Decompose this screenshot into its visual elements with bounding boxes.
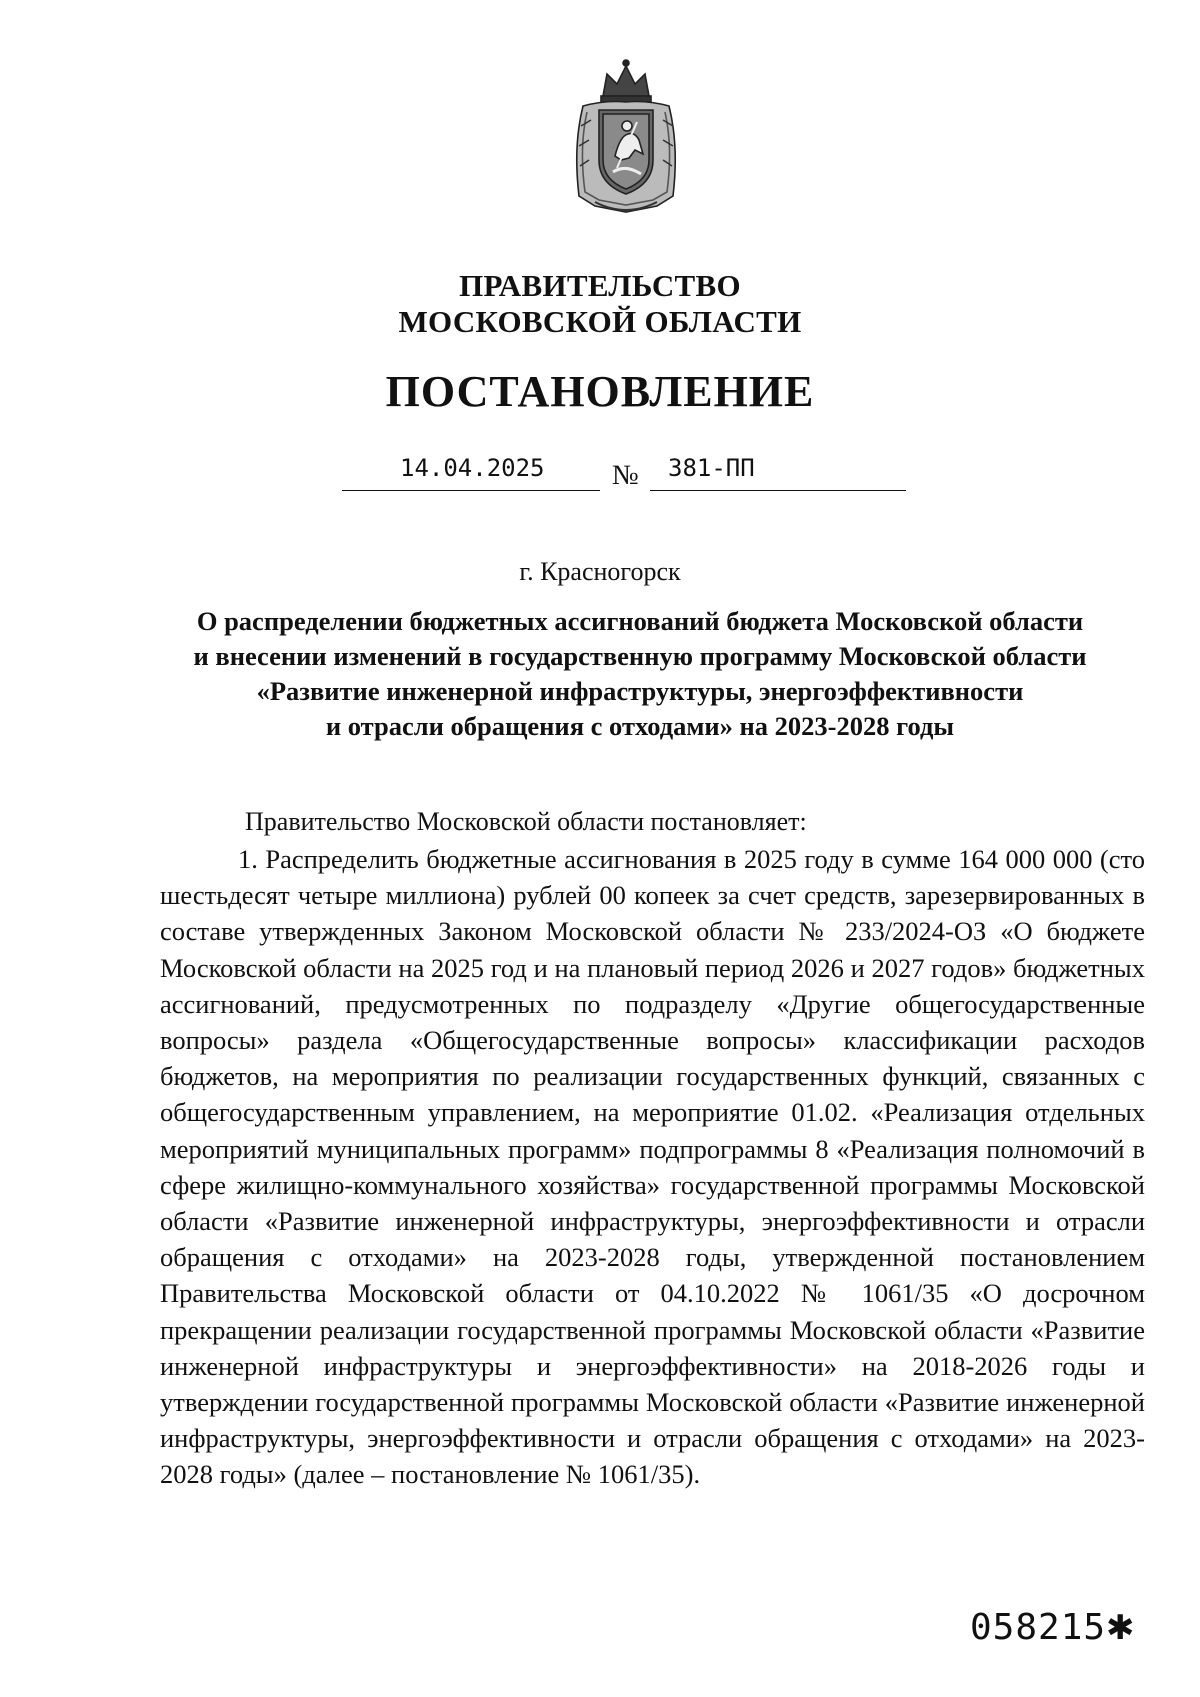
document-title-line: О распределении бюджетных ассигнований бюджета Московской области bbox=[196, 606, 1084, 636]
organization-name-line2: МОСКОВСКОЙ ОБЛАСТИ bbox=[398, 304, 802, 339]
number-sign: № bbox=[612, 460, 639, 491]
number-field bbox=[650, 450, 906, 491]
date-field bbox=[342, 450, 600, 491]
serial-number-digits: 058215 bbox=[970, 1607, 1107, 1648]
organization-name-line1: ПРАВИТЕЛЬСТВО bbox=[459, 268, 741, 303]
document-title-line: «Развитие инженерной инфраструктуры, энергоэффективности bbox=[256, 676, 1024, 706]
document-title-line: и отрасли обращения с отходами» на 2023-2028 годы bbox=[325, 711, 955, 741]
serial-number bbox=[970, 1606, 1136, 1650]
document-type-heading: ПОСТАНОВЛЕНИЕ bbox=[385, 367, 815, 416]
document-date: 14.04.2025 bbox=[400, 454, 545, 482]
issuing-city: г. Красногорск bbox=[519, 557, 681, 586]
paragraph-1: 1. Распределить бюджетные ассигнования в 2025 году в сумме 164 000 000 (сто шестьдесят четыре миллиона) рублей 00 копеек за счет средств, зарезервированных в составе утвержденных Законом Московской области № 233/2024-ОЗ «О бюджете Московской области на 2025 год и на плановый период 2026 и 2027 годов» бюджетных ассигнований, предусмотренных по подразделу «Другие общегосударственные вопросы» раздела «Общегосударственные вопросы» классификации расходов бюджетов, на мероприятия по реализации государственных функций, связанных с общегосударственным управлением, на мероприятие 01.02. «Реализация отдельных мероприятий муниципальных программ» подпрограммы 8 «Реализация полномочий в сфере жилищно-коммунального хозяйства» государственной программы Московской области «Развитие инженерной инфраструктуры, энергоэффективности и отрасли обращения с отходами» на 2023-2028 годы, утвержденной постановлением Правительства Московской области от 04.10.2022 № 1061/35 «О досрочном прекращении реализации государственной программы Московской области «Развитие инженерной инфраструктуры и энергоэффективности» на 2018-2026 годы и утверждении государственной программы Московской области «Развитие инженерной инфраструктуры, энергоэффективности и отрасли обращения с отходами» на 2023-2028 годы» (далее – постановление № 1061/35). bbox=[160, 844, 1145, 1490]
asterisk-icon: ✱ bbox=[1106, 1608, 1136, 1648]
document-title-line: и внесении изменений в государственную программу Московской области bbox=[193, 641, 1087, 671]
document-title bbox=[150, 604, 1130, 744]
preamble: Правительство Московской области постановляет: bbox=[245, 807, 807, 836]
moscow-oblast-coat-of-arms-icon bbox=[565, 56, 687, 216]
document-number: 381-ПП bbox=[668, 454, 755, 482]
